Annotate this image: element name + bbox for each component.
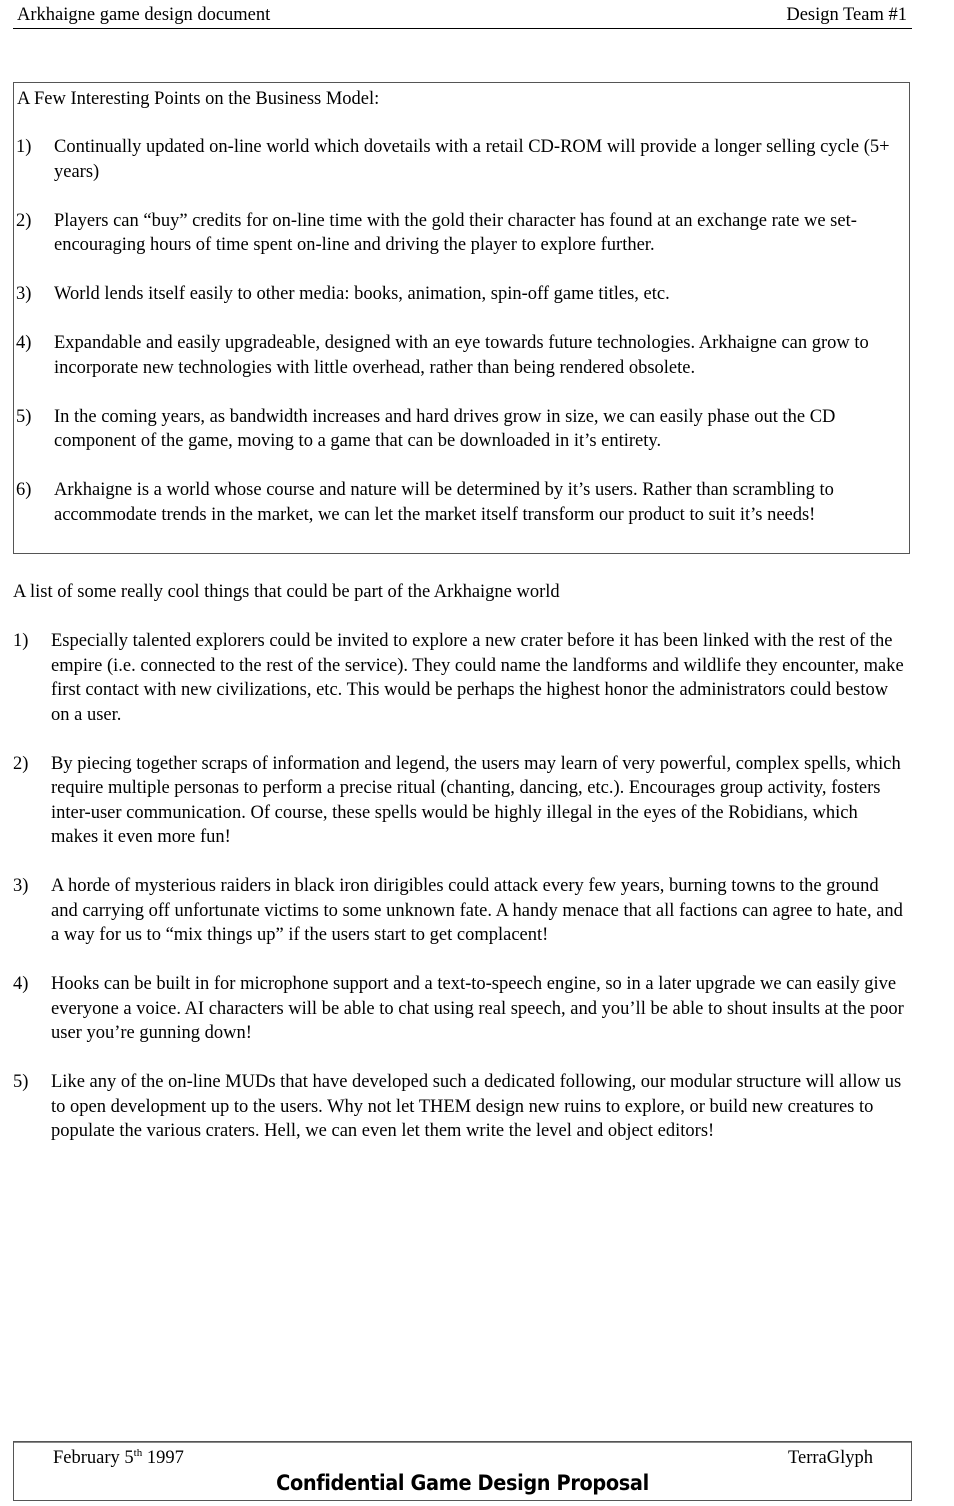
- item-number: 5): [16, 406, 32, 427]
- list-item: [13, 1070, 908, 1144]
- item-number: 2): [16, 210, 32, 231]
- item-text: Hooks can be built in for microphone support and a text-to-speech engine, so in a later upgrade we can easily give everyone a voice. AI characters will be able to chat using real speech, and you’ll be able to shout insults at the poor user you’re gunning down!: [51, 974, 904, 1043]
- item-number: 6): [16, 480, 32, 500]
- list-item: [13, 874, 908, 948]
- item-text: By piecing together scraps of information and legend, the users may learn of very powerful, complex spells, which require multiple personas to perform a precise ritual (chanting, dancing, etc.). Encourages group activity, fosters inter-user communication. Of course, these spells would be highly illegal in the eyes of the Robidians, which makes it even more fun!: [51, 753, 901, 847]
- footer-date-day: February 5: [53, 1448, 134, 1468]
- item-text: Continually updated on-line world which dovetails with a retail CD-ROM will provide a longer selling cycle (5+ years): [54, 137, 890, 182]
- list-item: [13, 629, 908, 727]
- item-text: World lends itself easily to other media: books, animation, spin-off game titles, etc.: [54, 284, 670, 304]
- cool-things-list: [13, 629, 908, 1168]
- item-number: 1): [13, 631, 29, 651]
- item-text: Arkhaigne is a world whose course and nature will be determined by it’s users. Rather than scrambling to accommodate trends in the market, we can let the market itself transform our product to suit it’s needs!: [54, 480, 834, 525]
- item-number: 2): [13, 753, 29, 774]
- business-model-box: [13, 82, 910, 554]
- list-item: [16, 282, 908, 307]
- item-number: 3): [13, 876, 29, 896]
- list-item: [16, 478, 908, 527]
- document-title: Arkhaigne game design document: [17, 5, 271, 25]
- list-item: [16, 331, 908, 380]
- list-item: [16, 209, 908, 258]
- item-number: 1): [16, 137, 32, 157]
- item-text: Like any of the on-line MUDs that have developed such a dedicated following, our modular structure will allow us to open development up to the users. Why not let THEM design new ruins to explore, or build new creatures to populate the various craters. Hell, we can even let them write the level and object editors!: [51, 1072, 902, 1141]
- item-text: In the coming years, as bandwidth increases and hard drives grow in size, we can easily phase out the CD component of the game, moving to a game that can be downloaded in it’s entirety.: [54, 406, 836, 451]
- footer-company: TerraGlyph: [787, 1448, 873, 1468]
- item-text: Especially talented explorers could be invited to explore a new crater before it has been linked with the rest of the empire (i.e. connected to the rest of the service). They could name the landforms and wildlife they encounter, make first contact with new civilizations, etc. This would be perhaps the highest honor the administrators could bestow on a user.: [51, 631, 904, 725]
- footer-date-ordinal: th: [133, 1447, 143, 1459]
- item-number: 5): [13, 1072, 29, 1092]
- header-divider: [13, 28, 912, 29]
- list-item: [16, 135, 908, 184]
- item-text: A horde of mysterious raiders in black iron dirigibles could attack every few years, burning towns to the ground and carrying off unfortunate victims to some unknown fate. A handy menace that all factions can agree to hate, and a way for us to “mix things up” if the users start to get complacent!: [51, 876, 903, 945]
- confidential-label: Confidential Game Design Proposal: [276, 1471, 649, 1495]
- business-model-title: A Few Interesting Points on the Business Model:: [17, 89, 380, 109]
- item-text: Players can “buy” credits for on-line time with the gold their character has found at an exchange rate we set- encouraging hours of time spent on-line and driving the player to explore further.: [54, 210, 857, 255]
- design-team-label: Design Team #1: [786, 5, 907, 25]
- item-number: 4): [16, 333, 32, 353]
- item-number: 3): [16, 284, 32, 304]
- item-number: 4): [13, 974, 29, 994]
- footer-date-year: 1997: [142, 1448, 184, 1468]
- list-item: [13, 752, 908, 850]
- page-footer: [13, 1441, 912, 1501]
- list-item: [16, 405, 908, 454]
- list-item: [13, 972, 908, 1046]
- item-text: Expandable and easily upgradeable, designed with an eye towards future technologies. Arkhaigne can grow to incorporate new technologies with little overhead, rather than being rendered obsolete.: [54, 333, 869, 378]
- business-model-list: [16, 135, 908, 552]
- cool-things-title: A list of some really cool things that could be part of the Arkhaigne world: [13, 582, 560, 602]
- footer-date: [53, 1446, 184, 1471]
